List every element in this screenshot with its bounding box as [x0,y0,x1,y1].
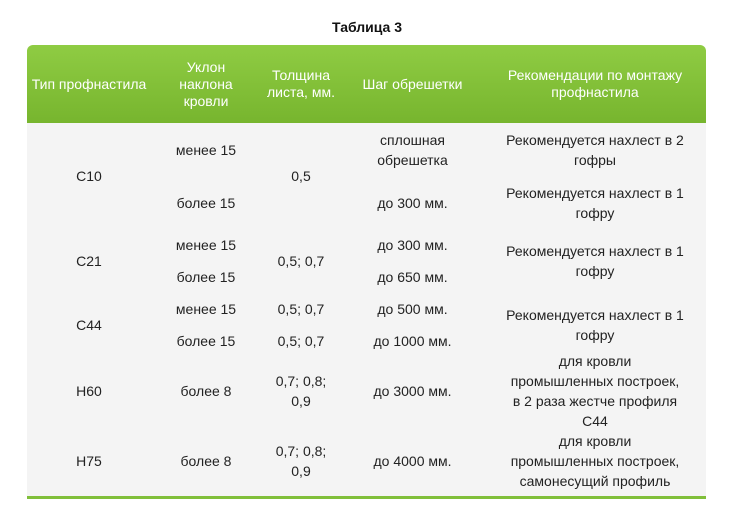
slope-cell: более 8 [180,452,232,469]
slope-cell: более 15 [176,194,236,211]
step-cell: до 500 мм. [377,301,448,317]
table-row [27,353,706,429]
table-row [27,293,706,357]
step-cell: до 650 мм. [377,269,448,285]
step-cell: до 300 мм. [377,194,448,211]
type-cell: С10 [76,168,102,184]
table-header [27,45,706,123]
table-row [27,123,706,229]
recommendation-cell: для кровли промышленных построек, в 2 раза жестче профиля С44 [510,353,680,429]
table-caption: Таблица 3 [331,19,403,35]
header-recommendation: Рекомендации по монтажу профнастила [507,67,683,100]
recommendation-cell: Рекомендуется нахлест в 1 гофру [506,307,684,343]
step-cell: сплошная обрешетка [377,131,448,168]
type-cell: С21 [76,253,102,269]
type-cell: С44 [76,317,102,333]
header-thickness: Толщина листа, мм. [267,67,335,100]
type-cell: Н75 [76,452,102,469]
step-cell: до 300 мм. [377,237,448,253]
slope-cell: более 8 [180,383,232,399]
header-step: Шаг обрешетки [362,75,463,92]
step-cell: до 3000 мм. [373,383,452,399]
table-row [27,229,706,293]
recommendation-cell: Рекомендуется нахлест в 1 гофру [506,184,684,221]
thickness-cell: 0,7; 0,8; 0,9 [275,442,327,479]
slope-cell: менее 15 [175,237,237,253]
slope-cell: более 15 [176,333,236,349]
table-row [27,425,706,496]
table-body [27,123,706,496]
thickness-cell: 0,7; 0,8; 0,9 [275,373,327,409]
step-cell: до 4000 мм. [373,452,452,469]
header-slope: Уклон наклона кровли [179,58,233,109]
recommendation-cell: Рекомендуется нахлест в 2 гофры [506,131,684,168]
slope-cell: менее 15 [175,141,237,158]
thickness-cell: 0,5; 0,7 [277,253,325,269]
thickness-cell: 0,5; 0,7 [277,333,325,349]
type-cell: Н60 [76,383,102,399]
profile-table [27,45,706,499]
thickness-cell: 0,5; 0,7 [277,301,325,317]
slope-cell: более 15 [176,269,236,285]
slope-cell: менее 15 [175,301,237,317]
recommendation-cell: для кровли промышленных построек, самонесущий профиль [510,432,680,489]
header-type: Тип профнастила [31,75,147,92]
step-cell: до 1000 мм. [373,333,452,349]
thickness-cell: 0,5 [291,168,311,184]
recommendation-cell: Рекомендуется нахлест в 1 гофру [506,243,684,279]
